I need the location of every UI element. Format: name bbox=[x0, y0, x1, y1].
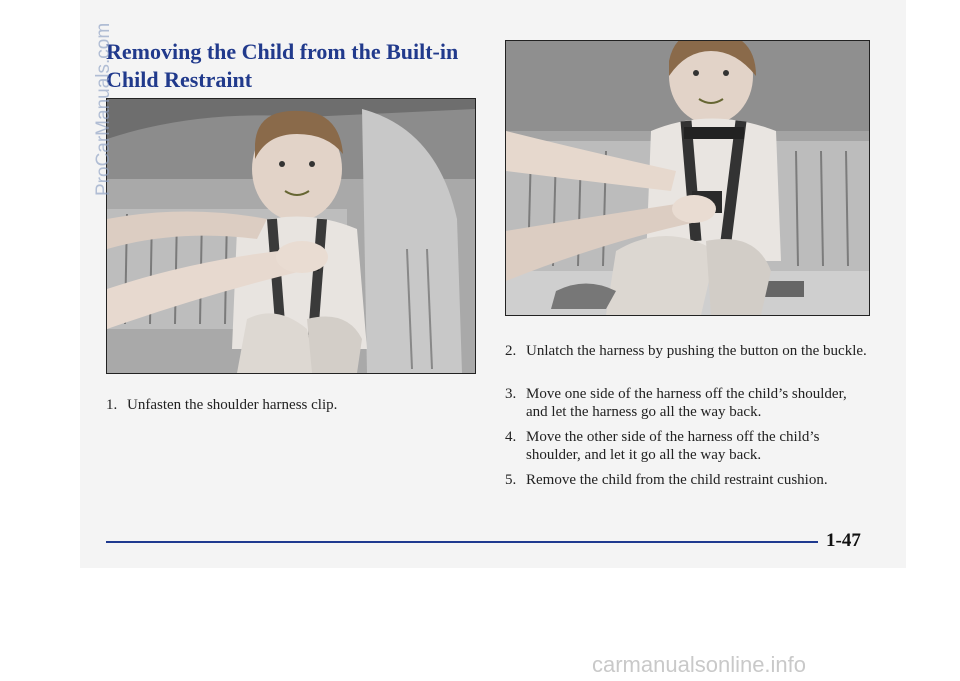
instruction-step bbox=[505, 471, 868, 489]
illustration-unfasten-clip bbox=[106, 98, 476, 374]
page-number: 1-47 bbox=[826, 530, 861, 551]
step-number: 1. bbox=[106, 397, 118, 413]
step-text: Remove the child from the child restraint cushion. bbox=[526, 472, 828, 488]
instruction-step bbox=[505, 428, 868, 464]
step-text: Unlatch the harness by pushing the button on the buckle. bbox=[526, 343, 867, 359]
footer-rule bbox=[106, 541, 818, 543]
instruction-step bbox=[505, 385, 868, 421]
step-number: 2. bbox=[505, 343, 517, 359]
step-text: Move the other side of the harness off the child’s shoulder, and let it go all the way back. bbox=[526, 429, 820, 463]
side-watermark: ProCarManuals.com bbox=[93, 22, 114, 196]
step-number: 3. bbox=[505, 386, 517, 402]
step-text: Unfasten the shoulder harness clip. bbox=[127, 397, 338, 413]
step-text: Move one side of the harness off the child’s shoulder, and let the harness go all the way back. bbox=[526, 386, 847, 420]
step-number: 5. bbox=[505, 472, 517, 488]
step-number: 4. bbox=[505, 429, 517, 445]
illustration-unlatch-buckle bbox=[505, 40, 870, 316]
instruction-step bbox=[106, 396, 466, 414]
bottom-watermark: carmanualsonline.info bbox=[592, 652, 807, 677]
section-heading: Removing the Child from the Built-in Child Restraint bbox=[106, 39, 459, 92]
instruction-step bbox=[505, 342, 868, 360]
